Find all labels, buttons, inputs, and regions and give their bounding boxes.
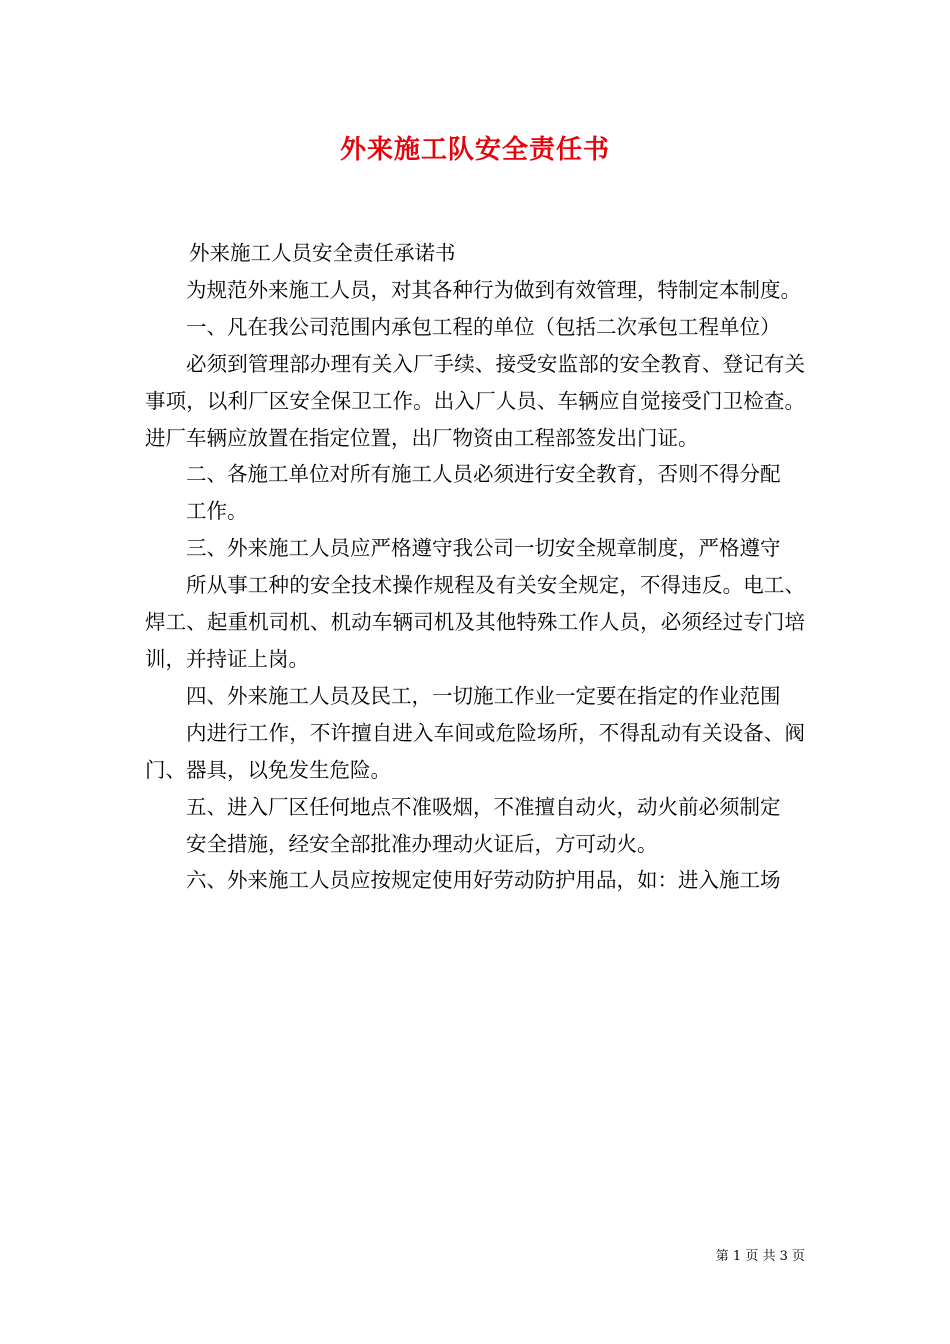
body-paragraph: 二、各施工单位对所有施工人员必须进行安全教育，否则不得分配: [186, 462, 781, 487]
document-subtitle: 外来施工人员安全责任承诺书: [189, 241, 456, 265]
document-body: [145, 235, 805, 899]
body-paragraph: 四、外来施工人员及民工，一切施工作业一定要在指定的作业范围: [186, 683, 781, 708]
body-paragraph: 工作。: [186, 499, 248, 524]
body-paragraph: 一、凡在我公司范围内承包工程的单位（包括二次承包工程单位）: [186, 314, 781, 339]
body-paragraph: 所从事工种的安全技术操作规程及有关安全规定，不得违反。电工、焊工、起重机司机、机动车辆司机及其他特殊工作人员，必须经过专门培训，并持证上岗。: [145, 573, 805, 671]
body-paragraph: 五、进入厂区任何地点不准吸烟，不准擅自动火，动火前必须制定: [186, 794, 781, 819]
document-title: 外来施工队安全责任书: [339, 135, 610, 165]
body-paragraph: 安全措施，经安全部批准办理动火证后，方可动火。: [186, 831, 658, 856]
body-paragraph: 内进行工作，不许擅自进入车间或危险场所，不得乱动有关设备、阀门、器具，以免发生危险。: [145, 720, 805, 782]
body-paragraph: 三、外来施工人员应严格遵守我公司一切安全规章制度，严格遵守: [186, 536, 781, 561]
body-paragraph: 六、外来施工人员应按规定使用好劳动防护用品，如：进入施工场: [186, 868, 781, 893]
page-number-footer: 第 1 页 共 3 页: [715, 1249, 805, 1264]
body-paragraph: 为规范外来施工人员，对其各种行为做到有效管理，特制定本制度。: [186, 277, 801, 302]
body-paragraph: 必须到管理部办理有关入厂手续、接受安监部的安全教育、登记有关事项，以利厂区安全保卫工作。出入厂人员、车辆应自觉接受门卫检查。进厂车辆应放置在指定位置，出厂物资由工程部签发出门证。: [145, 351, 805, 450]
